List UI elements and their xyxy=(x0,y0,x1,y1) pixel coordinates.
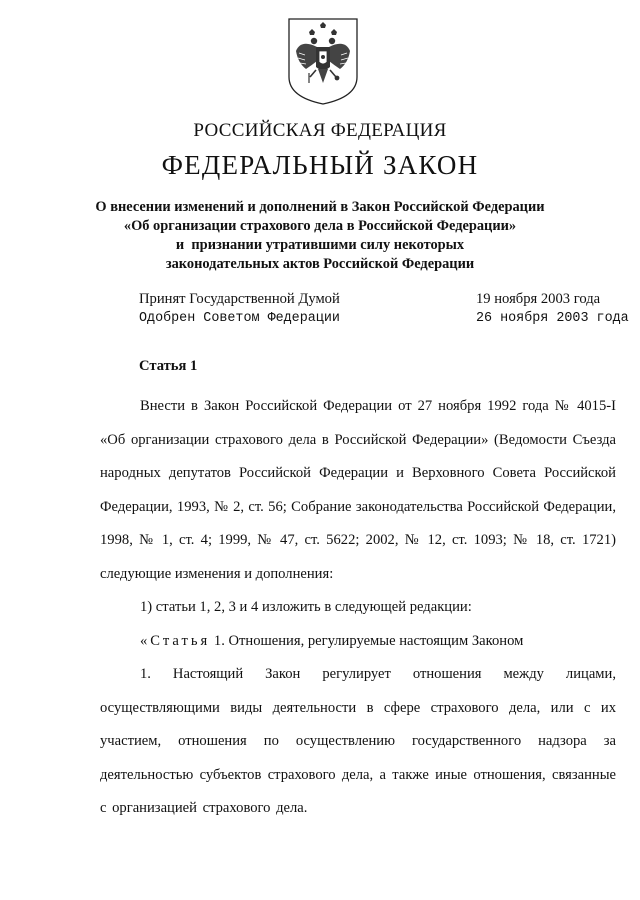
paragraph-amendment-intro: Внести в Закон Российской Федерации от 27 ноября 1992 года № 4015-I «Об организации страхового дела в Российской Федерации» (Ведомости Съезда народных депутатов Российской Федерации и Верховного Совета Российской Федерации, 1993, № 2, ст. 56; Собрание законодательства Российской Федерации, 1998, № 1, ст. 4; 1999, № 47, ст. 5622; 2002, № 12, ст. 1093; № 18, ст. 1721) следующие изменения и дополнения: xyxy=(100,398,616,582)
duma-adoption-label: Принят Государственной Думой xyxy=(139,291,340,307)
law-title-line: законодательных актов Российской Федерации xyxy=(165,256,475,272)
article-heading: Статья 1 xyxy=(139,358,198,374)
sub-article-heading xyxy=(100,625,616,659)
duma-adoption-date: 19 ноября 2003 года xyxy=(476,291,601,307)
article-body xyxy=(100,390,616,826)
paragraph-amendment-item: 1) статьи 1, 2, 3 и 4 изложить в следующей редакции: xyxy=(140,599,472,615)
law-type-heading: ФЕДЕРАЛЬНЫЙ ЗАКОН xyxy=(161,150,479,180)
law-title-line: и признании утратившими силу некоторых xyxy=(175,237,465,253)
paragraph-scope: 1. Настоящий Закон регулирует отношения между лицами, осуществляющими виды деятельности в сфере страхового дела, или с их участием, отношения по осуществлению государственного надзора за деятельностью субъектов страхового дела, а также иные отношения, связанные с организацией страхового дела. xyxy=(100,666,616,816)
council-approval-label: Одобрен Советом Федерации xyxy=(139,311,340,326)
double-headed-eagle-icon xyxy=(287,17,359,106)
law-title xyxy=(90,198,550,274)
law-title-line: О внесении изменений и дополнений в Закон Российской Федерации xyxy=(95,199,545,215)
law-title-line: «Об организации страхового дела в Российской Федерации» xyxy=(123,218,517,234)
sub-article-label: «Статья xyxy=(140,632,211,649)
council-approval-date: 26 ноября 2003 года xyxy=(476,311,629,326)
country-heading: РОССИЙСКАЯ ФЕДЕРАЦИЯ xyxy=(193,120,447,141)
coat-of-arms-emblem xyxy=(287,17,359,106)
sub-article-title: 1. Отношения, регулируемые настоящим Законом xyxy=(210,632,524,649)
